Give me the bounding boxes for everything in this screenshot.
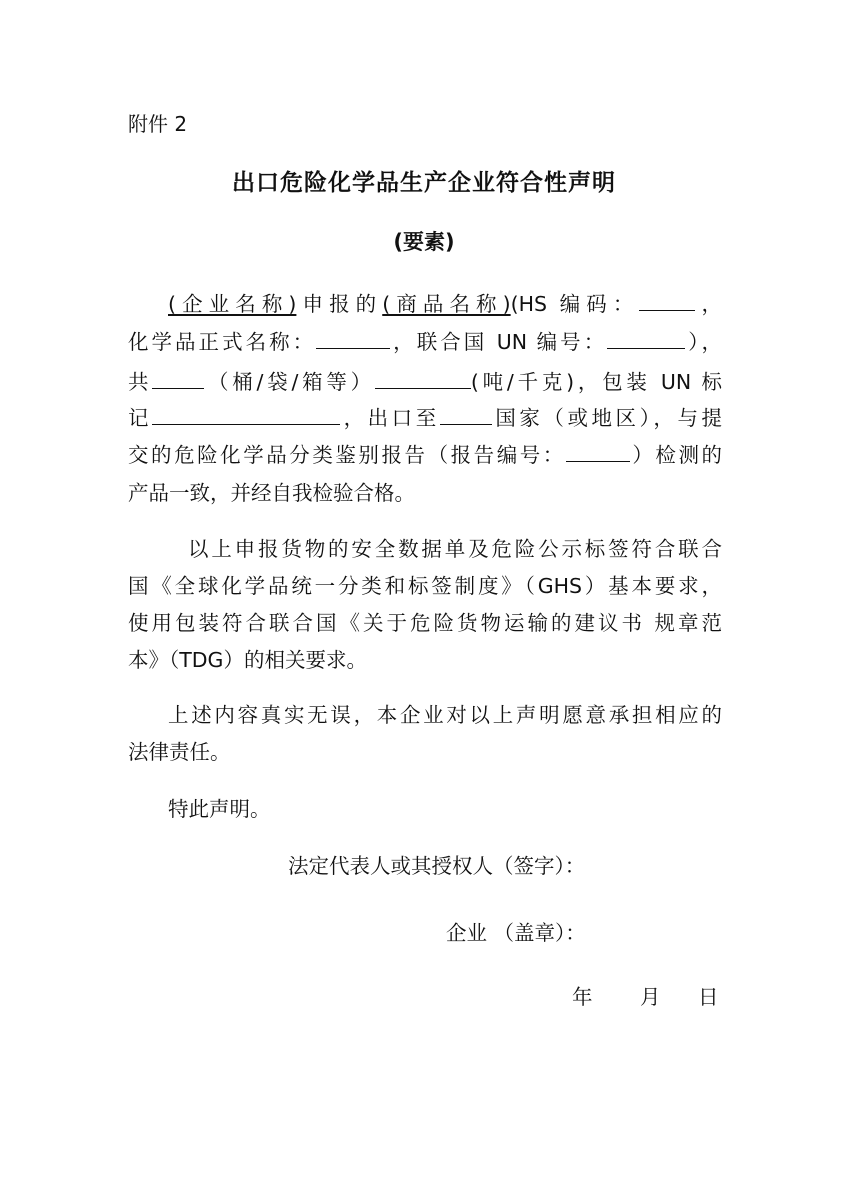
document-subtitle: (要素) <box>393 230 455 254</box>
p1-l1-text1: 申报的 <box>296 292 383 316</box>
hs-code-blank <box>639 292 695 311</box>
representative-signature-label: 法定代表人或其授权人（签字）： <box>288 854 586 878</box>
p1-l5-text2: ）检测的 <box>629 443 723 467</box>
date-year-label: 年 <box>572 985 593 1009</box>
p3-line-1: 上述内容真实无误，本企业对以上声明愿意承担相应的 <box>168 703 722 727</box>
p1-line-5 <box>128 438 722 468</box>
p2-line-1: 以上申报货物的安全数据单及危险公示标签符合联合 <box>188 537 722 561</box>
p2-line-2: 国《全球化学品统一分类和标签制度》（GHS）基本要求， <box>128 574 722 598</box>
p1-l2-text3: ）， <box>685 330 723 354</box>
chemical-name-blank <box>316 330 390 349</box>
enterprise-seal-label: 企业 （盖章）： <box>446 921 586 945</box>
p1-line-2 <box>128 325 722 355</box>
date-day-label: 日 <box>698 985 719 1009</box>
p1-l3-text2: （桶/袋/箱等） <box>204 370 375 394</box>
p1-l4-text3: 国家（或地区），与提 <box>491 406 722 430</box>
p1-l5-text1: 交的危险化学品分类鉴别报告（报告编号： <box>128 443 566 467</box>
p1-l4-text2: ，出口至 <box>340 406 440 430</box>
p1-l2-text1: 化学品正式名称： <box>128 330 317 354</box>
p1-l2-text2: ，联合国 UN 编号： <box>390 330 608 354</box>
p3-line-2: 法律责任。 <box>128 740 231 764</box>
un-mark-blank <box>152 406 340 425</box>
p1-line-4 <box>128 401 722 431</box>
p1-l1-text3: ， <box>695 292 723 316</box>
un-number-blank <box>607 330 685 349</box>
destination-country-blank <box>440 406 492 425</box>
company-name-field: (企业名称) <box>168 292 297 316</box>
document-title: 出口危险化学品生产企业符合性声明 <box>232 170 616 196</box>
p2-line-3: 使用包装符合联合国《关于危险货物运输的建议书 规章范 <box>128 611 722 635</box>
p4-line: 特此声明。 <box>168 797 271 821</box>
p1-l3-text1: 共 <box>128 370 153 394</box>
p1-line-3 <box>128 365 722 395</box>
p1-line-6: 产品一致，并经自我检验合格。 <box>128 481 415 505</box>
date-month-label: 月 <box>640 985 661 1009</box>
weight-blank <box>375 370 471 389</box>
package-count-blank <box>152 370 204 389</box>
p2-line-4: 本》（TDG）的相关要求。 <box>128 648 367 672</box>
p1-l1-text2: (HS 编码： <box>510 292 640 316</box>
p1-l3-text3: (吨/千克)，包装 UN 标 <box>470 370 722 394</box>
attachment-label: 附件 2 <box>128 112 188 136</box>
product-name-field: (商品名称) <box>382 292 511 316</box>
p1-line-1 <box>128 287 722 317</box>
report-number-blank <box>566 443 630 462</box>
p1-l4-text1: 记 <box>128 406 153 430</box>
